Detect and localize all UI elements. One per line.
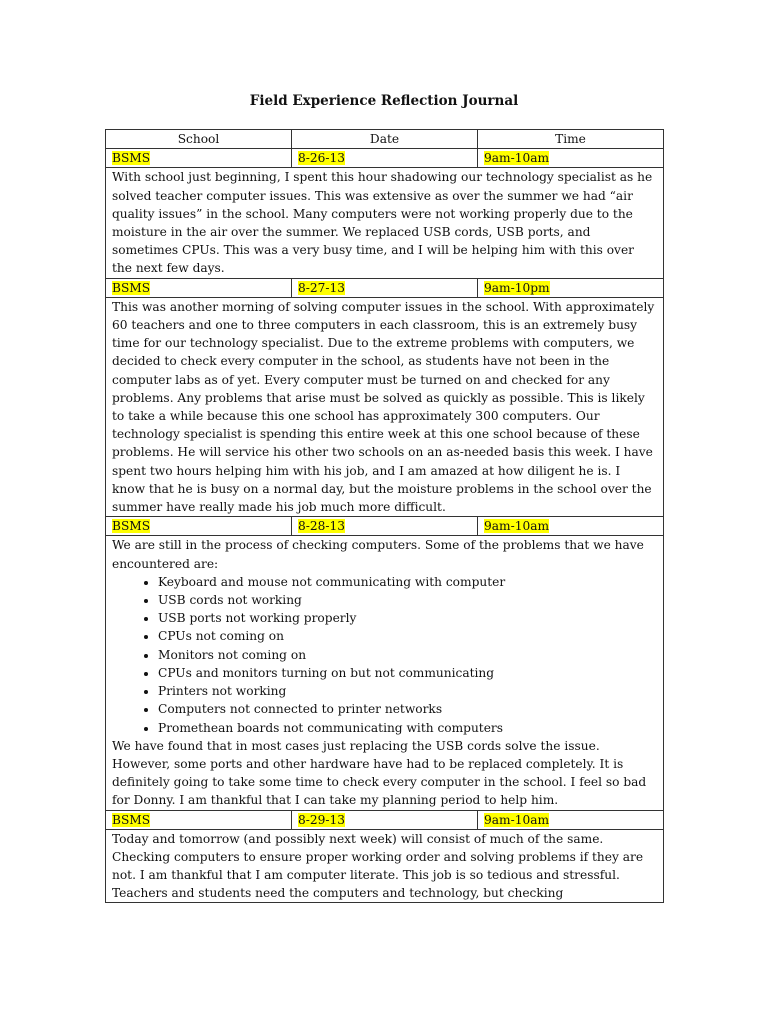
- school-value: BSMS: [112, 519, 151, 534]
- entry-text: With school just beginning, I spent this hour shadowing our technology specialist as he solved teacher computer issues. This was extensive as over the summer we had “air quality issues” in the school. Many computers were not working properly due to the moisture in the air over the summer. We replaced USB cords, USB ports, and sometimes CPUs. This was a very busy time, and I will be helping him with this over the next few days.: [112, 170, 653, 276]
- school-value: BSMS: [112, 812, 151, 827]
- column-header-date: Date: [292, 130, 478, 149]
- entry-text: Today and tomorrow (and possibly next week) will consist of much of the same. Checking computers to ensure proper working order and solving problems if they are not. I am thankful that I am computer literate. This job is so tedious and stressful. Teachers and students need the computers and technology, but checking: [112, 831, 644, 901]
- time-cell: [478, 278, 664, 297]
- list-item: • Keyboard and mouse not communicating with computer: [158, 573, 657, 591]
- time-value: 9am-10am: [484, 812, 550, 827]
- entry-text-row: [106, 536, 664, 810]
- entry-intro: We are still in the process of checking computers. Some of the problems that we have encountered are:: [112, 538, 644, 571]
- school-cell: [106, 149, 292, 168]
- entry-text-cell: [106, 829, 664, 902]
- entry-meta-row: [106, 810, 664, 829]
- school-cell: [106, 517, 292, 536]
- time-value: 9am-10pm: [484, 280, 550, 295]
- entry-text-row: [106, 168, 664, 278]
- date-value: 8-26-13: [298, 151, 346, 166]
- school-cell: [106, 278, 292, 297]
- list-item: • CPUs and monitors turning on but not communicating: [158, 664, 657, 682]
- entry-text-cell: [106, 297, 664, 516]
- entry-text: This was another morning of solving computer issues in the school. With approximately 60 teachers and one to three computers in each classroom, this is an extremely busy time for our technology specialist. Due to the extreme problems with computers, we decided to check every computer in the school, as students have not been in the computer labs as of yet. Every computer must be turned on and checked for any problems. Any problems that arise must be solved as quickly as possible. This is likely to take a while because this one school has approximately 300 computers. Our technology specialist is spending this entire week at this one school because of these problems. He will service his other two schools on an as-needed basis this week. I have spent two hours helping him with his job, and I am amazed at how diligent he is. I know that he is busy on a normal day, but the moisture problems in the school over the summer have really made his job much more difficult.: [112, 299, 655, 515]
- entry-text-row: [106, 829, 664, 902]
- column-header-time: Time: [478, 130, 664, 149]
- table-header-row: [106, 130, 664, 149]
- list-item: • USB cords not working: [158, 591, 657, 609]
- time-cell: [478, 810, 664, 829]
- list-item: • CPUs not coming on: [158, 627, 657, 645]
- date-cell: [292, 517, 478, 536]
- entry-text-clip: [112, 830, 657, 902]
- time-value: 9am-10am: [484, 519, 550, 534]
- journal-table: [105, 129, 664, 903]
- list-item: • Monitors not coming on: [158, 646, 657, 664]
- list-item: • Computers not connected to printer networks: [158, 700, 657, 718]
- school-value: BSMS: [112, 280, 151, 295]
- time-value: 9am-10am: [484, 151, 550, 166]
- entry-text-cell: [106, 536, 664, 810]
- list-item: • Promethean boards not communicating with computers: [158, 719, 657, 737]
- page-title: Field Experience Reflection Journal: [249, 93, 519, 109]
- list-item: • USB ports not working properly: [158, 609, 657, 627]
- column-header-school: School: [106, 130, 292, 149]
- entry-text-row: [106, 297, 664, 516]
- problem-list: [112, 573, 657, 737]
- time-cell: [478, 149, 664, 168]
- date-cell: [292, 278, 478, 297]
- date-value: 8-28-13: [298, 519, 346, 534]
- date-value: 8-29-13: [298, 812, 346, 827]
- school-value: BSMS: [112, 151, 151, 166]
- entry-outro: We have found that in most cases just replacing the USB cords solve the issue. However, some ports and other hardware have had to be replaced completely. It is definitely going to take some time to check every computer in the school. I feel so bad for Donny. I am thankful that I can take my planning period to help him.: [112, 738, 647, 808]
- date-cell: [292, 810, 478, 829]
- time-cell: [478, 517, 664, 536]
- entry-meta-row: [106, 517, 664, 536]
- date-value: 8-27-13: [298, 280, 346, 295]
- entry-text-cell: [106, 168, 664, 278]
- entry-meta-row: [106, 278, 664, 297]
- school-cell: [106, 810, 292, 829]
- entry-meta-row: [106, 149, 664, 168]
- date-cell: [292, 149, 478, 168]
- list-item: • Printers not working: [158, 682, 657, 700]
